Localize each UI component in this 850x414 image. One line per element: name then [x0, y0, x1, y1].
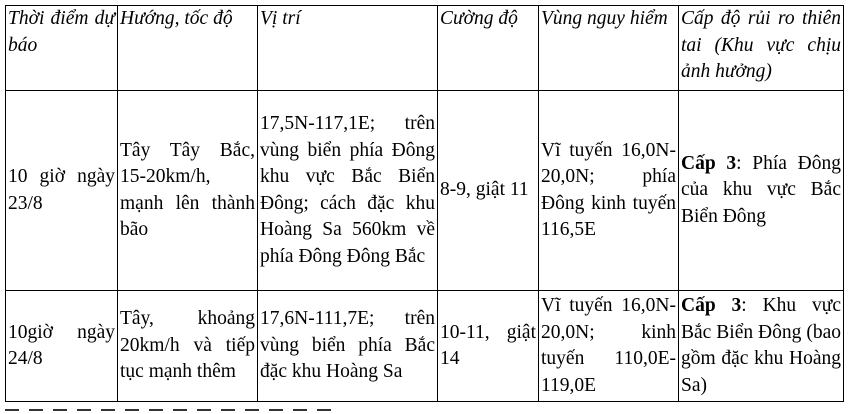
- risk-level-label: Cấp 3: [681, 295, 742, 316]
- cut-off-text-line: [5, 402, 425, 414]
- header-position: Vị trí: [258, 6, 438, 91]
- cell-risk-level: [679, 291, 844, 402]
- risk-level-text: : Phía Đông của khu vực Bắc Biển Đông: [681, 152, 842, 227]
- cell-direction: Tây Tây Bắc, 15-20km/h, mạnh lên thành bão: [118, 91, 258, 291]
- header-risk-level: Cấp độ rủi ro thiên tai (Khu vực chịu ảnh hưởng): [679, 6, 844, 91]
- cell-time: 10 giờ ngày 23/8: [6, 91, 118, 291]
- header-direction: Hướng, tốc độ: [118, 6, 258, 91]
- header-intensity: Cường độ: [438, 6, 539, 91]
- table-row: [6, 291, 844, 402]
- cell-danger-zone: Vĩ tuyến 16,0N-20,0N; phía Đông kinh tuyến 116,5E: [539, 91, 679, 291]
- risk-level-text: : Khu vực Bắc Biển Đông (bao gồm đặc khu Hoàng Sa): [681, 295, 841, 396]
- table-row: [6, 91, 844, 291]
- cell-danger-zone: Vĩ tuyến 16,0N-20,0N; kinh tuyến 110,0E-119,0E: [539, 291, 679, 402]
- risk-level-label: Cấp 3: [681, 152, 737, 174]
- cell-intensity: 10-11, giật 14: [438, 291, 539, 402]
- cell-intensity: 8-9, giật 11: [438, 91, 539, 291]
- table-header-row: [6, 6, 844, 91]
- header-danger-zone: Vùng nguy hiểm: [539, 6, 679, 91]
- cell-risk-level: [679, 91, 844, 291]
- forecast-table: [5, 5, 844, 402]
- cell-position: 17,5N-117,1E; trên vùng biển phía Đông khu vực Bắc Biển Đông; cách đặc khu Hoàng Sa 560km về phía Đông Đông Bắc: [258, 91, 438, 291]
- header-time: Thời điểm dự báo: [6, 6, 118, 91]
- cell-direction: Tây, khoảng 20km/h và tiếp tục mạnh thêm: [118, 291, 258, 402]
- cell-time: 10giờ ngày 24/8: [6, 291, 118, 402]
- cell-position: 17,6N-111,7E; trên vùng biển phía Bắc đặc khu Hoàng Sa: [258, 291, 438, 402]
